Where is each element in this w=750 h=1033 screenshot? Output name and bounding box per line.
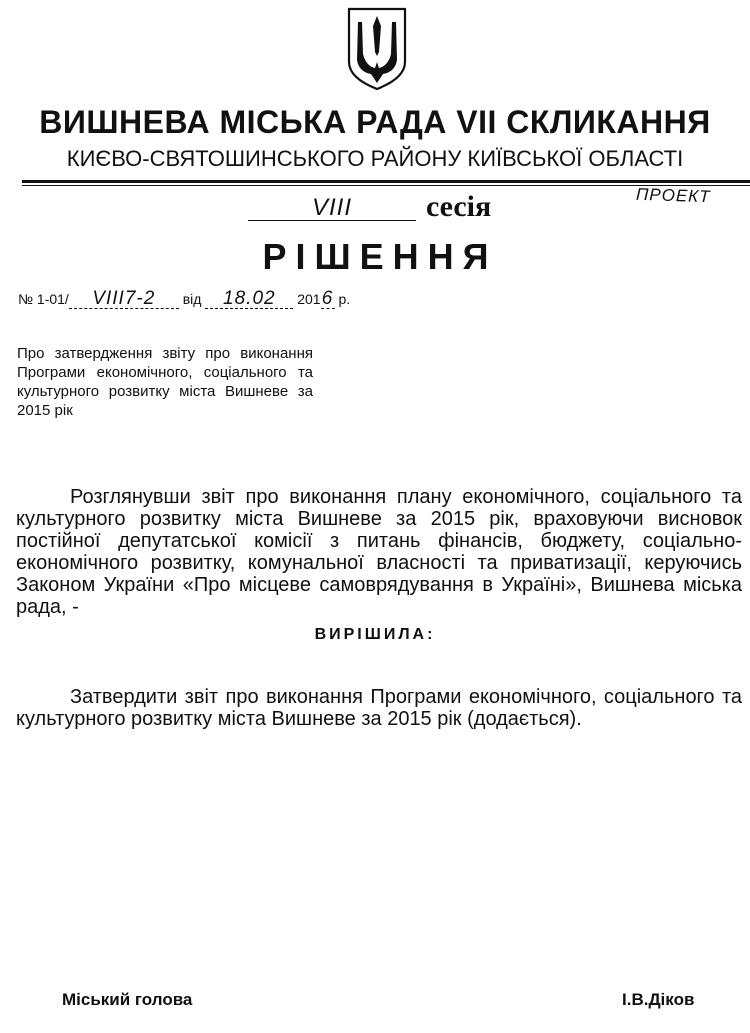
decided-heading: ВИРІШИЛА: <box>314 626 436 643</box>
decision-number: VIII7-2 <box>69 290 179 309</box>
council-subtitle: КИЄВО-СВЯТОШИНСЬКОГО РАЙОНУ КИЇВСЬКОЇ ОБЛАСТІ <box>66 146 684 171</box>
decision-year: 6 <box>321 288 334 309</box>
signature-name: І.В.Діков <box>622 990 695 1009</box>
year-suffix: р. <box>338 291 351 307</box>
draft-stamp: ПРОЕКТ <box>635 184 711 207</box>
decision-subject: Про затвердження звіту про виконання Програми економічного, соціального та культурного розвитку міста Вишневе за 2015 рік <box>17 345 313 419</box>
session-number: VIII <box>248 196 416 221</box>
resolution-paragraph: Затвердити звіт про виконання Програми економічного, соціального та культурного розвитку міста Вишневе за 2015 рік (додається). <box>16 686 742 730</box>
council-title: ВИШНЕВА МІСЬКА РАДА VII СКЛИКАННЯ <box>39 104 711 140</box>
date-label: від <box>182 291 202 307</box>
year-prefix: 201 <box>297 291 321 307</box>
decision-number-line <box>18 290 350 309</box>
document-type: РІШЕННЯ <box>262 236 498 277</box>
decision-date: 18.02 <box>205 290 293 309</box>
header-divider <box>22 180 750 183</box>
session-label: сесія <box>426 190 492 223</box>
preamble-paragraph: Розглянувши звіт про виконання плану економічного, соціального та культурного розвитку міста Вишневе за 2015 рік, враховуючи висновок постійної депутатської комісії з питань фінансів, бюджету, соціально-економічного розвитку, комунальної власності та приватизації, керуючись Законом України «Про місцеве самоврядування в Україні», Вишнева міська рада, - <box>16 486 742 618</box>
coat-of-arms-icon <box>346 6 408 92</box>
signature-title: Міський голова <box>62 990 193 1009</box>
number-prefix: № 1-01/ <box>18 291 69 307</box>
